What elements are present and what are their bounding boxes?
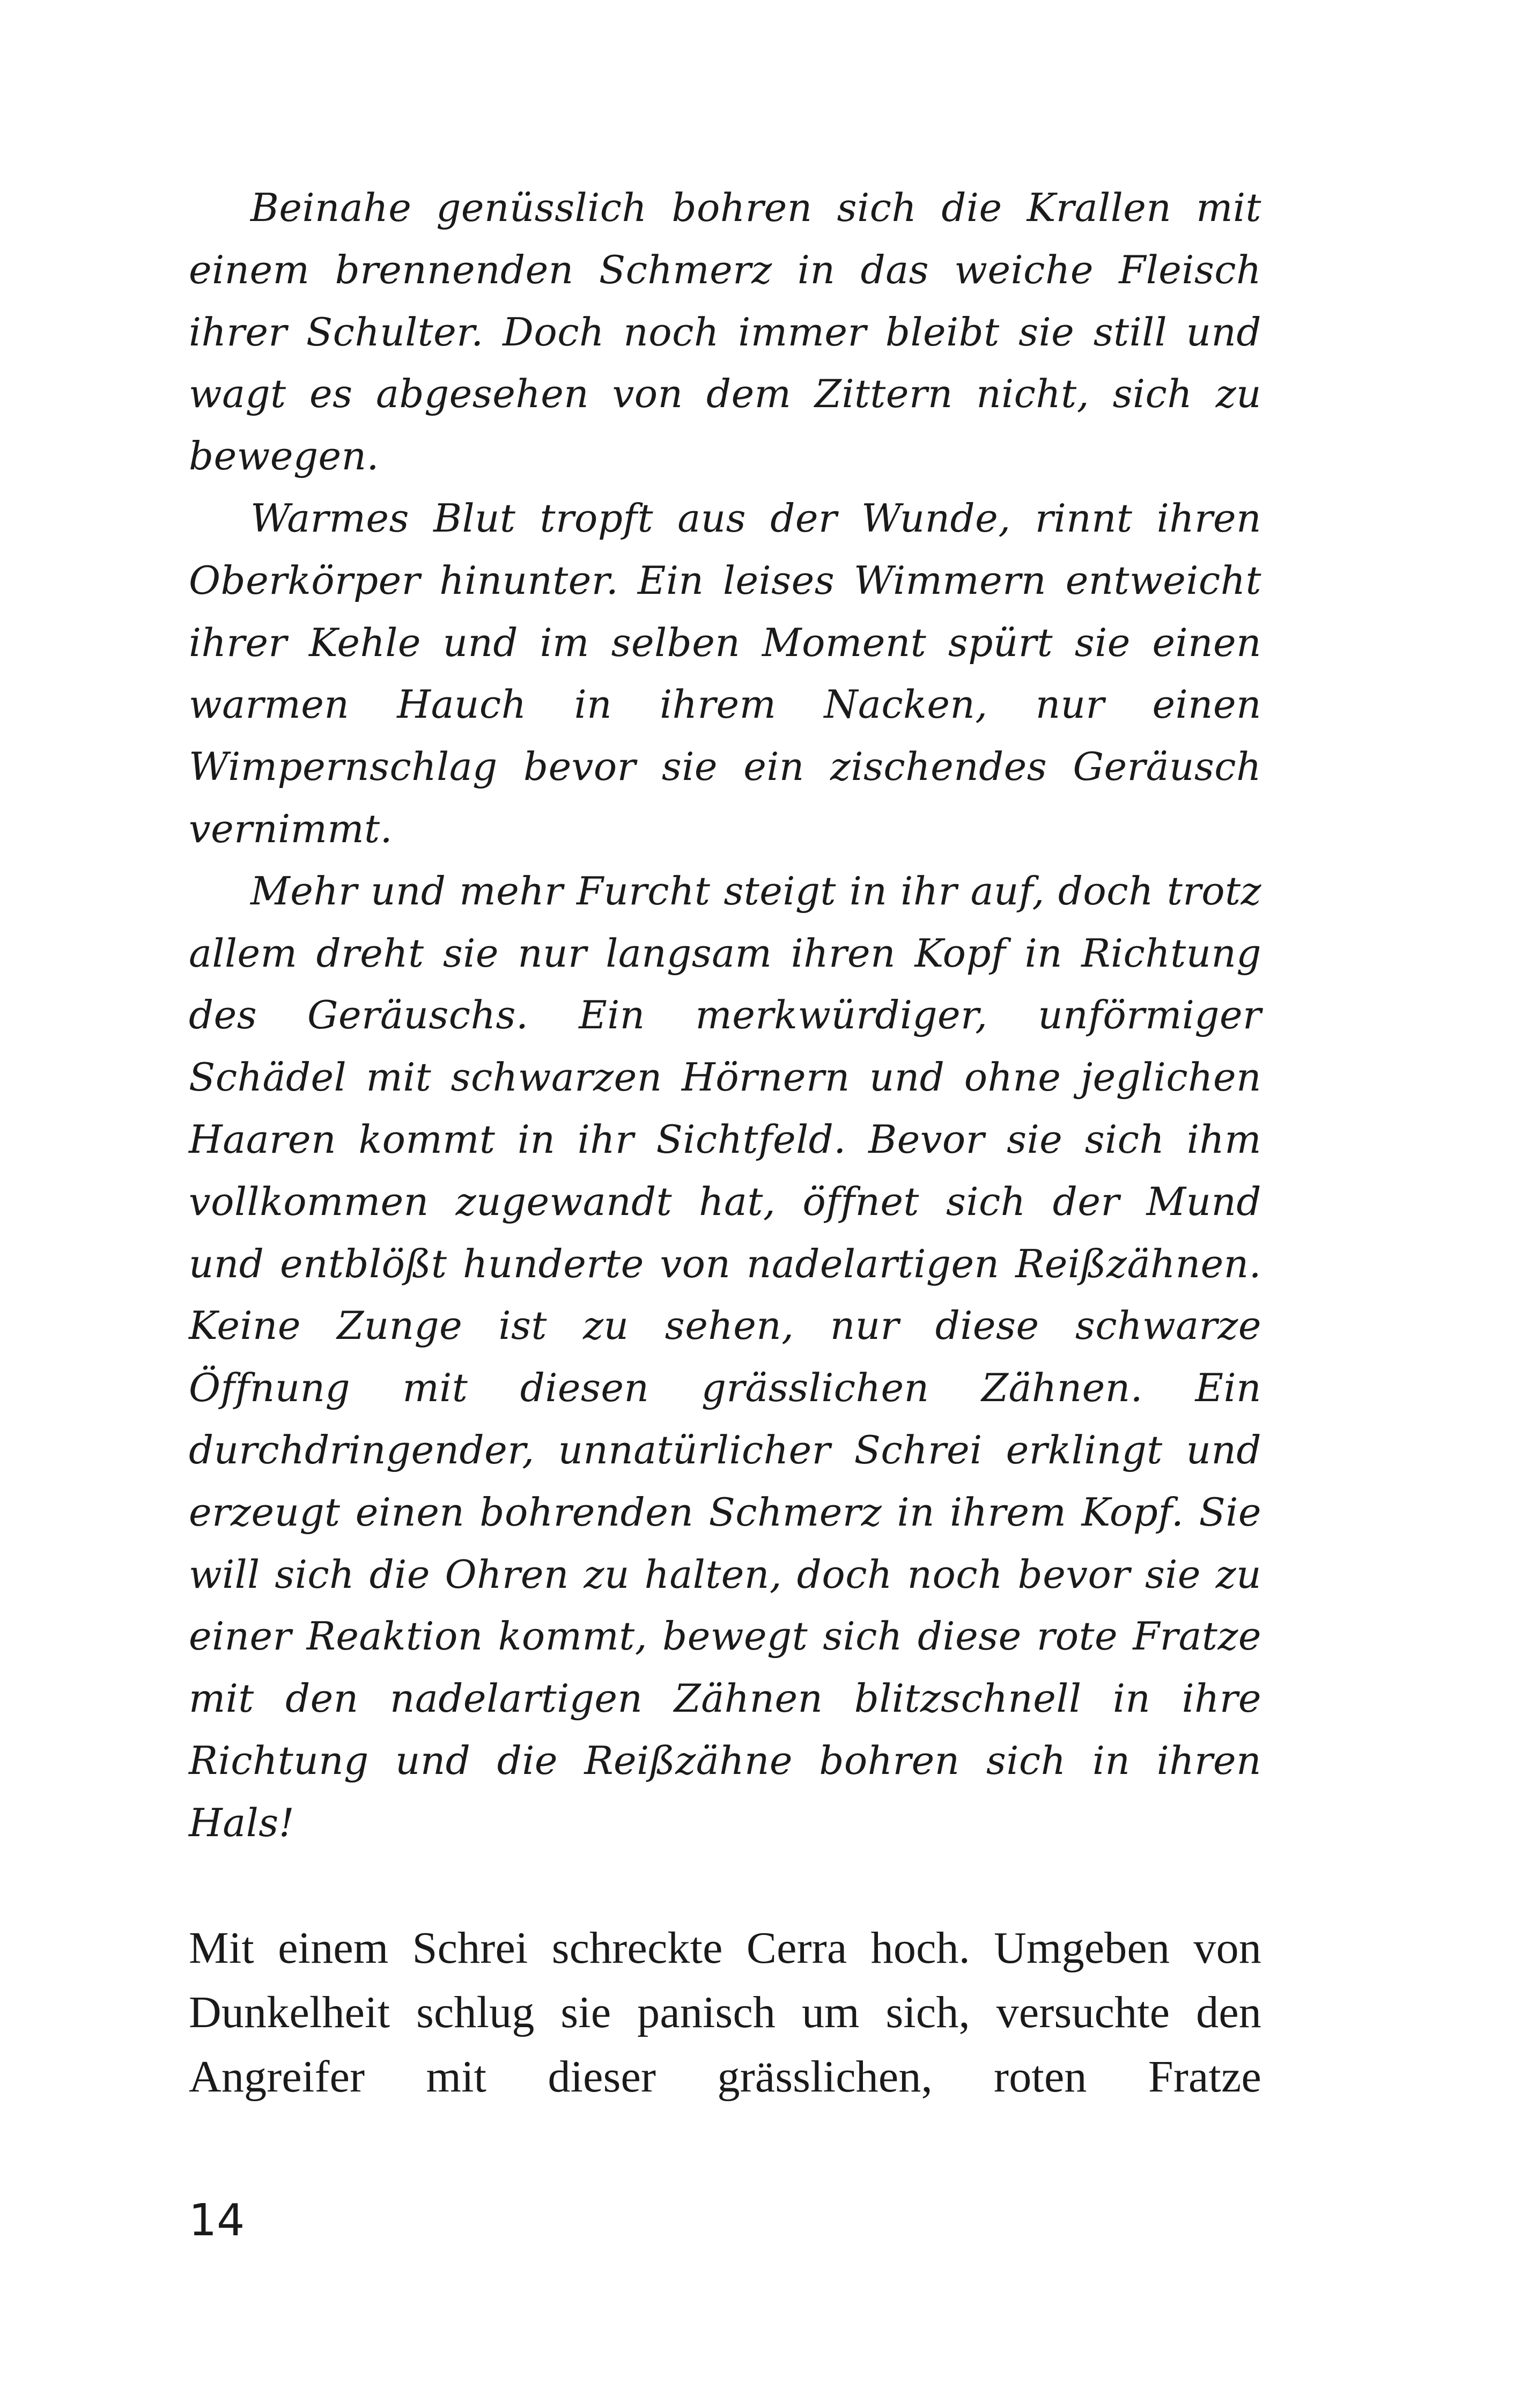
paragraph-4: Mit einem Schrei schreckte Cerra hoch. Umgeben von Dunkelheit schlug sie panisch um sich, versuchte den Angreifer mit dieser grässlichen, roten Fratze (189, 1923, 1261, 2102)
paragraph-1: Beinahe genüsslich bohren sich die Krallen mit einem brennenden Schmerz in das weiche Fleisch ihrer Schulter. Doch noch immer bleibt sie still und wagt es abgesehen von dem Zittern nicht, sich zu bewegen. (189, 185, 1261, 479)
paragraph-3: Mehr und mehr Furcht steigt in ihr auf, doch trotz allem dreht sie nur langsam ihren Kopf in Richtung des Geräuschs. Ein merkwürdiger, unförmiger Schädel mit schwarzen Hörnern und ohne jeglichen Haaren kommt in ihr Sichtfeld. Bevor sie sich ihm vollkommen zugewandt hat, öffnet sich der Mund und entblößt hunderte von nadelartigen Reißzähnen. Keine Zunge ist zu sehen, nur diese schwarze Öffnung mit diesen grässlichen Zähnen. Ein durchdringender, unnatürlicher Schrei erklingt und erzeugt einen bohrenden Schmerz in ihrem Kopf. Sie will sich die Ohren zu halten, doch noch bevor sie zu einer Reaktion kommt, bewegt sich diese rote Fratze mit den nadelartigen Zähnen blitzschnell in ihre Richtung und die Reißzähne bohren sich in ihren Hals! (189, 868, 1261, 1845)
page-number: 14 (189, 2195, 245, 2246)
paragraph-2: Warmes Blut tropft aus der Wunde, rinnt ihren Oberkörper hinunter. Ein leises Wimmern entweicht ihrer Kehle und im selben Moment spürt sie einen warmen Hauch in ihrem Nacken, nur einen Wimpernschlag bevor sie ein zischendes Geräusch vernimmt. (189, 495, 1261, 851)
book-page-text (189, 177, 1261, 2109)
